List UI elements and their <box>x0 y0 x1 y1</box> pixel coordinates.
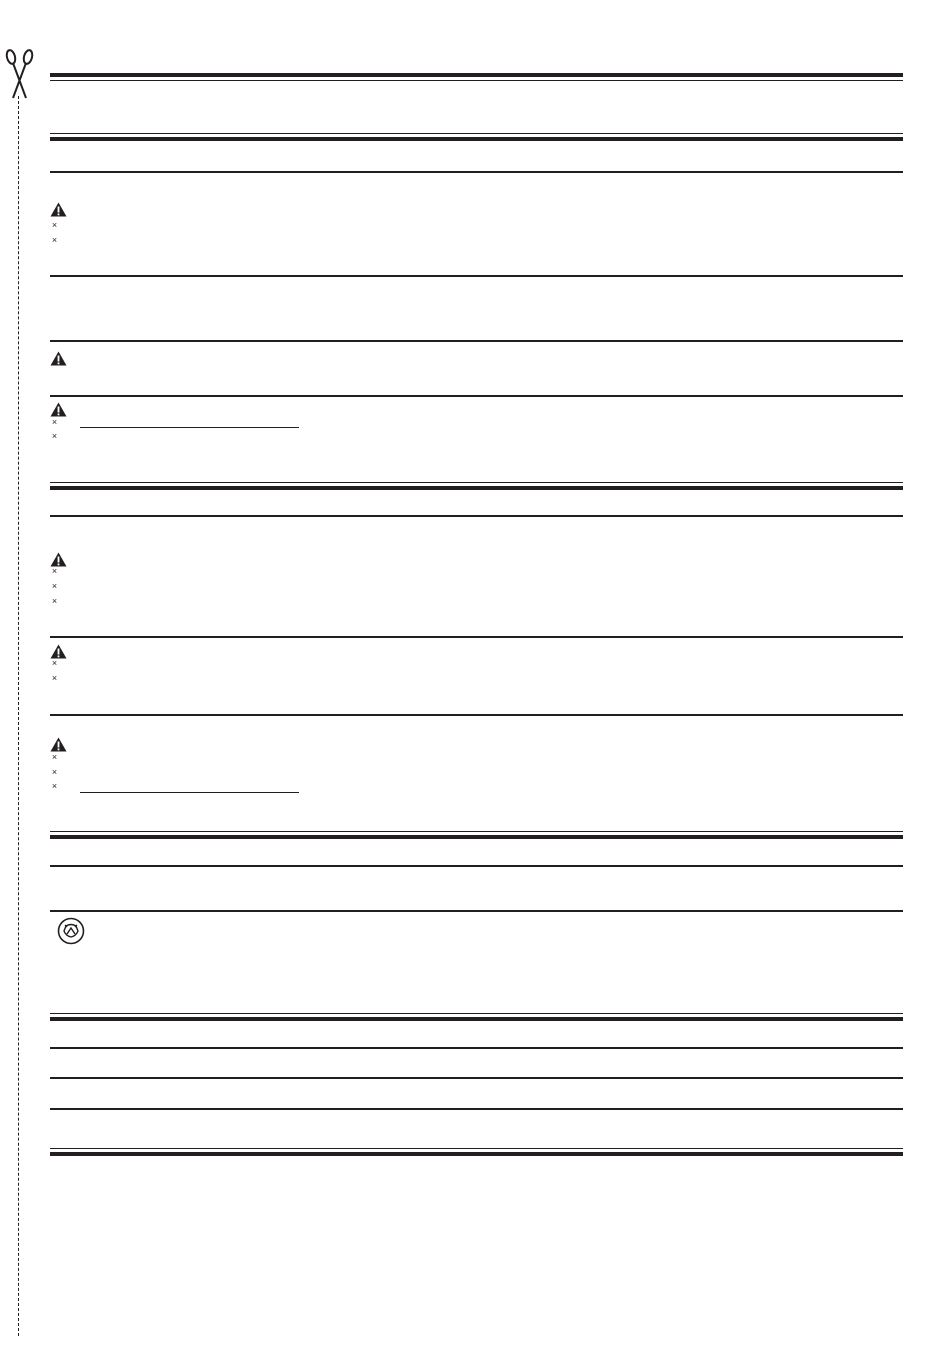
cross-bullet-icon: × <box>51 566 58 576</box>
recycling-circle-icon <box>57 917 85 945</box>
cut-guide-dashed-line <box>18 96 19 1336</box>
divider-rule <box>50 636 903 638</box>
divider-rule <box>50 275 903 277</box>
warning-triangle-icon <box>50 351 67 366</box>
section-rule-thin <box>50 831 903 832</box>
divider-rule <box>50 714 903 716</box>
cross-bullet-icon: × <box>51 417 58 427</box>
cross-bullet-icon: × <box>51 658 58 668</box>
section-rule-thin <box>50 482 903 483</box>
cross-bullet-icon: × <box>51 596 58 606</box>
cross-bullet-icon: × <box>51 220 58 230</box>
divider-rule <box>50 910 903 912</box>
cross-bullet-icon: × <box>51 781 58 791</box>
section-rule-thin <box>50 133 903 134</box>
section-header-rule <box>50 1017 903 1021</box>
divider-rule <box>50 395 903 397</box>
underline-rule <box>80 792 299 793</box>
warning-triangle-icon <box>50 552 67 567</box>
cross-bullet-icon: × <box>51 235 58 245</box>
divider-rule <box>50 1077 903 1079</box>
scissors-icon <box>2 48 36 100</box>
section-header-rule <box>50 835 903 839</box>
warning-triangle-icon <box>50 737 67 752</box>
cross-bullet-icon: × <box>51 431 58 441</box>
section-bottom-rule <box>50 1152 903 1156</box>
section-header-rule <box>50 137 903 141</box>
section-rule-thin <box>50 1013 903 1014</box>
section-header-rule <box>50 486 903 490</box>
cross-bullet-icon: × <box>51 581 58 591</box>
divider-rule <box>50 865 903 867</box>
cross-bullet-icon: × <box>51 673 58 683</box>
divider-rule <box>50 515 903 517</box>
divider-rule <box>50 1047 903 1049</box>
warning-triangle-icon <box>50 402 67 417</box>
section-top-rule <box>50 73 903 77</box>
section-top-rule-thin <box>50 80 903 81</box>
cross-bullet-icon: × <box>51 752 58 762</box>
warning-triangle-icon <box>50 202 67 217</box>
underline-rule <box>80 427 299 428</box>
divider-rule <box>50 1108 903 1110</box>
divider-rule <box>50 171 903 173</box>
warning-triangle-icon <box>50 644 67 659</box>
section-bottom-rule-thin <box>50 1148 903 1149</box>
cross-bullet-icon: × <box>51 767 58 777</box>
divider-rule <box>50 340 903 342</box>
